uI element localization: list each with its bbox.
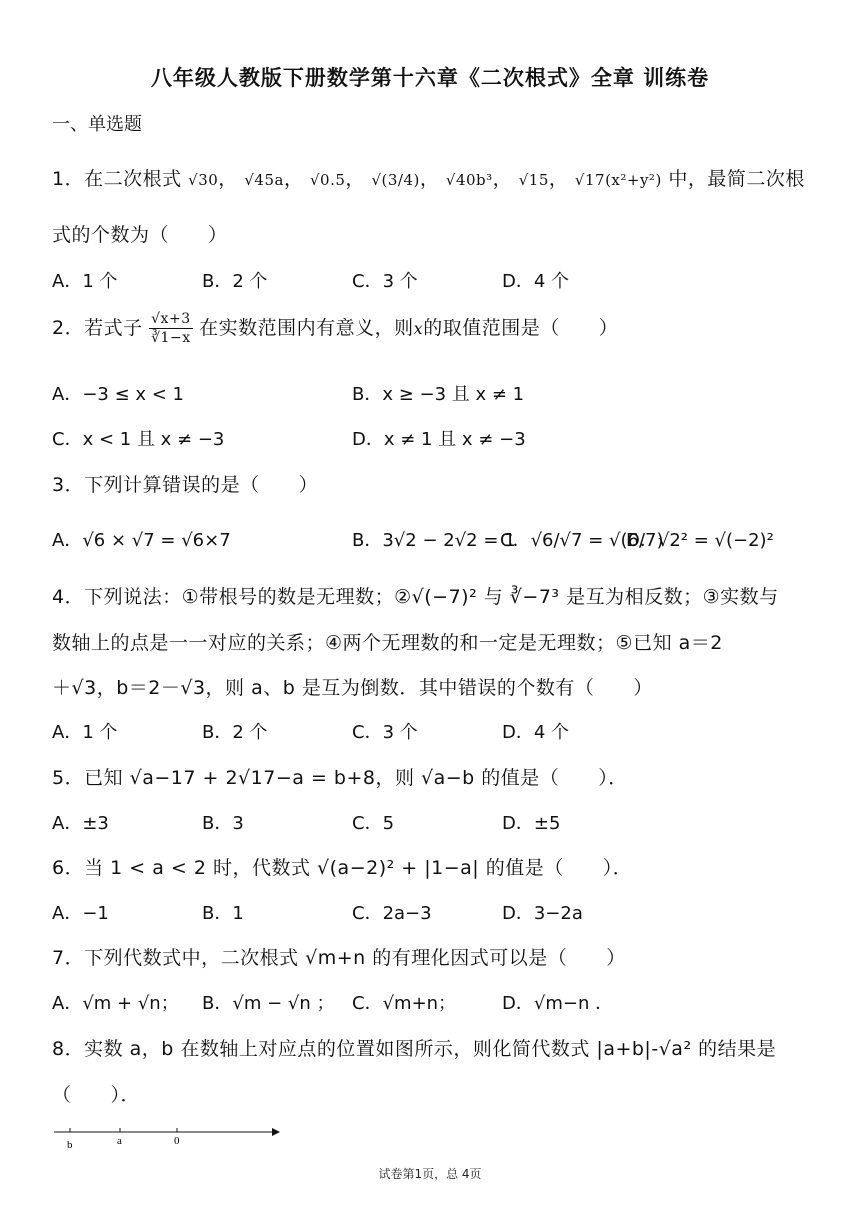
q2-option-a[interactable]: A．−3 ≤ x < 1 — [52, 384, 185, 405]
q2-option-d[interactable]: D．x ≠ 1 且 x ≠ −3 — [352, 429, 526, 450]
q1-radical: √40b³ — [445, 171, 493, 189]
q1-radical: √17(x²+y²) — [574, 171, 662, 189]
q2-fraction — [149, 312, 192, 345]
label-zero: 0 — [174, 1135, 180, 1147]
question-3-stem: 3．下列计算错误的是（ ） — [52, 474, 319, 496]
label-a: a — [117, 1135, 122, 1147]
page-title: 八年级人教版下册数学第十六章《二次根式》全章 训练卷 — [150, 66, 710, 90]
q2-fraction-denominator: ∛1−x — [151, 330, 191, 346]
question-4-line-2: 数轴上的点是一一对应的关系；④两个无理数的和一定是无理数；⑤已知 a＝2 — [52, 632, 723, 654]
q7-option-d[interactable]: D．√m−n ． — [502, 993, 614, 1014]
question-6-stem: 6．当 1 < a < 2 时，代数式 √(a−2)² + |1−a| 的值是（ ）． — [52, 857, 633, 879]
q2-option-b[interactable]: B．x ≥ −3 且 x ≠ 1 — [352, 384, 525, 405]
q1-radical: √0.5 — [309, 171, 346, 189]
q1-option-a[interactable]: A．1 个 — [52, 271, 118, 292]
q3-option-a[interactable]: A．√6 × √7 = √6×7 — [52, 530, 231, 551]
q6-option-d[interactable]: D．3−2a — [502, 903, 583, 924]
section-heading: 一、单选题 — [52, 114, 142, 135]
q4-option-b[interactable]: B．2 个 — [202, 722, 268, 743]
q2-suffix: 在实数范围内有意义，则 — [199, 317, 414, 339]
q6-option-c[interactable]: C．2a−3 — [352, 903, 432, 924]
q6-option-a[interactable]: A．−1 — [52, 903, 109, 924]
question-4-line-1: 4．下列说法：①带根号的数是无理数；②√(−7)² 与 ∛−7³ 是互为相反数；③实数与 — [52, 586, 779, 608]
number-line-arrow — [272, 1128, 280, 1136]
q3-option-b[interactable]: B．3√2 − 2√2 = 1 — [352, 530, 516, 551]
q1-radical: √30 — [188, 171, 219, 189]
question-1-cont: 式的个数为（ ） — [52, 224, 228, 246]
q5-option-a[interactable]: A．±3 — [52, 813, 109, 834]
label-b: b — [67, 1139, 73, 1151]
question-8-line-1: 8．实数 a，b 在数轴上对应点的位置如图所示，则化简代数式 |a+b|-√a² 的结果是 — [52, 1038, 777, 1060]
q1-radical: √15 — [518, 171, 549, 189]
q7-option-a[interactable]: A．√m + √n； — [52, 993, 179, 1014]
q1-mid: 中，最简二次根 — [668, 168, 805, 190]
q3-option-c[interactable]: C．√6/√7 = √(6/7) — [500, 530, 664, 551]
question-5-stem: 5．已知 √a−17 + 2√17−a = b+8，则 √a−b 的值是（ ）． — [52, 767, 628, 789]
q1-radical: √(3/4) — [371, 171, 420, 189]
q3-option-d[interactable]: D．√2² = √(−2)² — [626, 530, 774, 551]
number-line-figure — [50, 1120, 290, 1160]
q7-option-b[interactable]: B．√m − √n ； — [202, 993, 335, 1014]
q4-option-c[interactable]: C．3 个 — [352, 722, 418, 743]
q2-option-c[interactable]: C．x < 1 且 x ≠ −3 — [52, 429, 225, 450]
q1-prefix: 1．在二次根式 — [52, 168, 182, 190]
question-1-stem: 1．在二次根式 √30， √45a， √0.5， √(3/4)， √40b³， √15， √17(x²+y²) 中，最简二次根 — [52, 168, 805, 190]
question-4-line-3: ＋√3，b＝2－√3，则 a、b 是互为倒数．其中错误的个数有（ ） — [52, 677, 653, 699]
q5-option-d[interactable]: D．±5 — [502, 813, 561, 834]
q1-option-d[interactable]: D．4 个 — [502, 271, 570, 292]
question-7-stem: 7．下列代数式中，二次根式 √m+n 的有理化因式可以是（ ） — [52, 947, 626, 969]
q2-suffix-2: 的取值范围是（ ） — [423, 317, 619, 339]
q4-option-d[interactable]: D．4 个 — [502, 722, 570, 743]
q1-radical: √45a — [244, 171, 284, 189]
q4-option-a[interactable]: A．1 个 — [52, 722, 118, 743]
question-2-stem — [52, 312, 618, 345]
q2-fraction-numerator: √x+3 — [151, 311, 191, 327]
question-8-line-2: （ ）． — [52, 1084, 141, 1106]
q1-option-b[interactable]: B．2 个 — [202, 271, 268, 292]
page-footer: 试卷第1页，总 4页 — [378, 1167, 482, 1181]
q6-option-b[interactable]: B．1 — [202, 903, 244, 924]
q2-prefix: 2．若式子 — [52, 317, 143, 339]
q2-variable: x — [413, 319, 424, 338]
q7-option-c[interactable]: C．√m+n； — [352, 993, 457, 1014]
q5-option-c[interactable]: C．5 — [352, 813, 395, 834]
q1-option-c[interactable]: C．3 个 — [352, 271, 418, 292]
q5-option-b[interactable]: B．3 — [202, 813, 244, 834]
